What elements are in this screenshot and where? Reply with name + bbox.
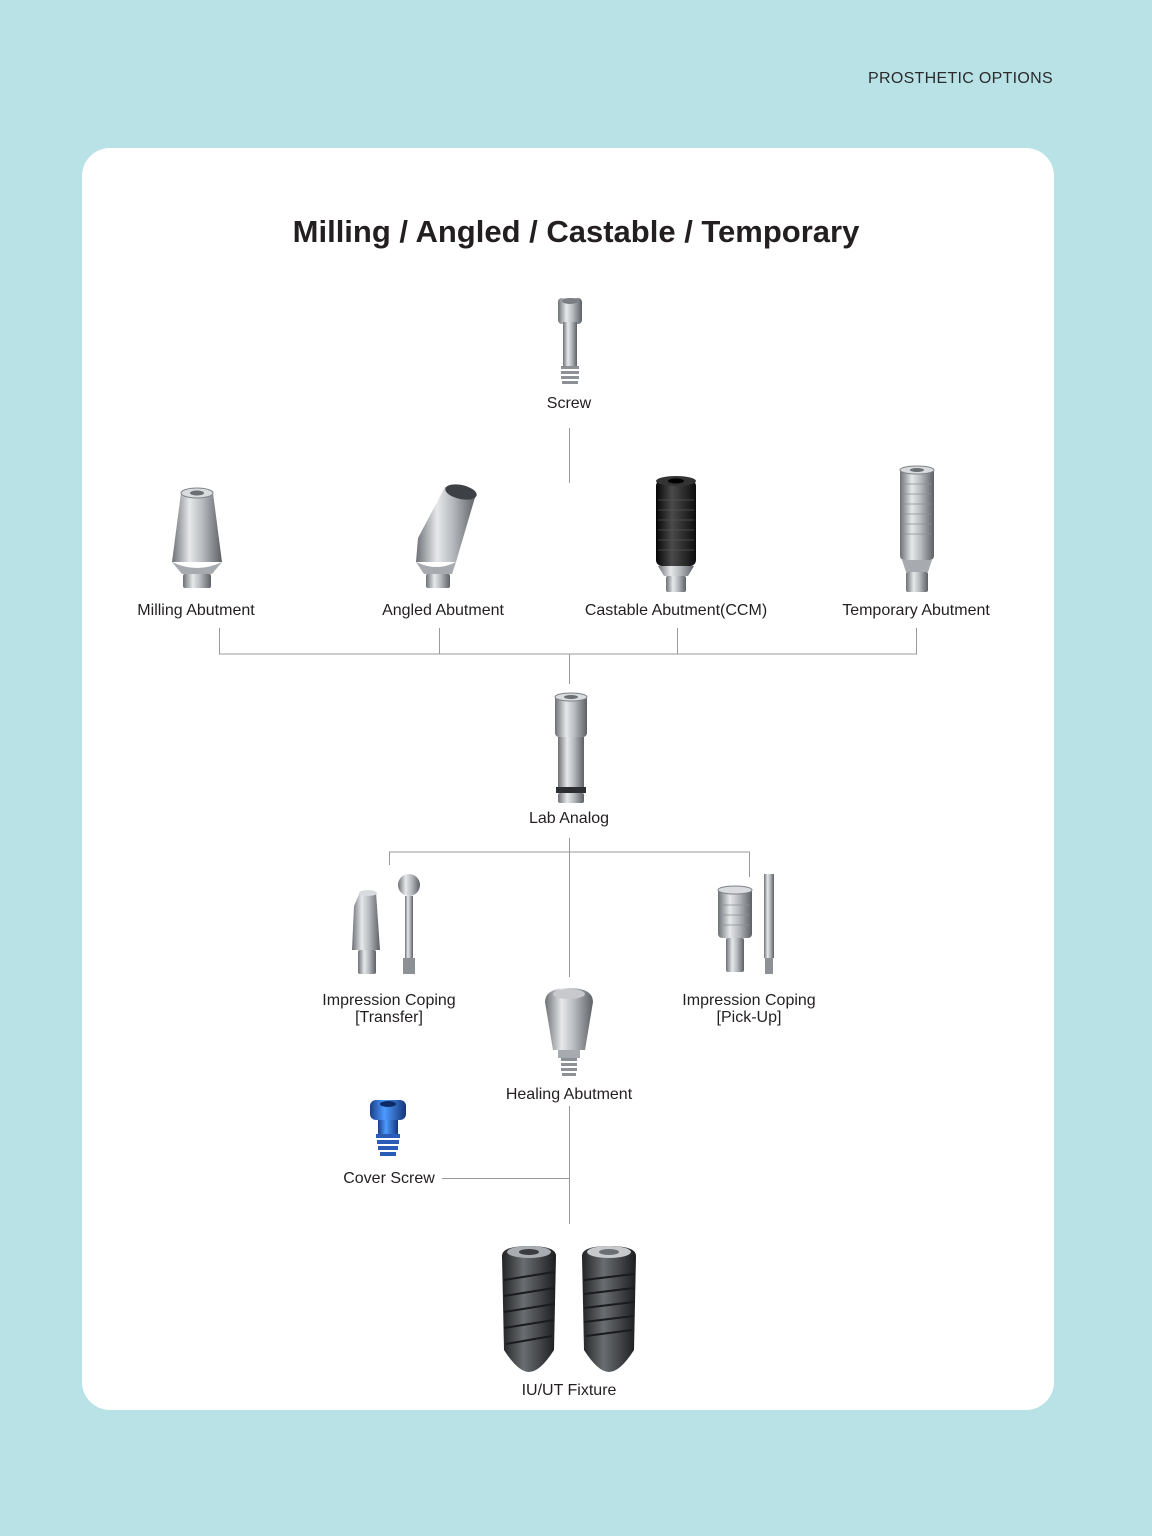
castable-abutment-label: Castable Abutment(CCM) [584, 602, 768, 619]
impression-coping-transfer-label-line1: Impression Coping [322, 992, 456, 1009]
lab-analog-illustration [555, 693, 587, 803]
temporary-abutment-label: Temporary Abutment [842, 602, 990, 619]
impression-coping-transfer-illustration [352, 874, 420, 974]
cover-screw-illustration [370, 1100, 406, 1156]
impression-coping-pickup-label-line1: Impression Coping [682, 992, 816, 1009]
healing-abutment-label: Healing Abutment [505, 1086, 633, 1103]
angled-abutment-illustration [416, 482, 478, 588]
screw-illustration [558, 298, 582, 384]
screw-label: Screw [546, 395, 592, 412]
castable-abutment-illustration [656, 476, 696, 592]
angled-abutment-label: Angled Abutment [382, 602, 504, 619]
impression-coping-transfer-label [322, 992, 455, 1026]
impression-coping-pickup-label-line2: [Pick-Up] [716, 1009, 782, 1026]
fixture-label: IU/UT Fixture [521, 1382, 617, 1399]
cover-screw-label: Cover Screw [343, 1170, 435, 1187]
page-title: Milling / Angled / Castable / Temporary [292, 214, 860, 249]
fixture-illustration [502, 1246, 636, 1372]
milling-abutment-illustration [172, 488, 222, 588]
lab-analog-label: Lab Analog [528, 810, 610, 827]
temporary-abutment-illustration [900, 466, 934, 592]
impression-coping-pickup-label [682, 992, 815, 1026]
impression-coping-pickup-illustration [718, 874, 774, 974]
healing-abutment-illustration [545, 988, 593, 1076]
milling-abutment-label: Milling Abutment [137, 602, 255, 619]
section-label: PROSTHETIC OPTIONS [868, 70, 1053, 87]
impression-coping-transfer-label-line2: [Transfer] [355, 1009, 423, 1026]
